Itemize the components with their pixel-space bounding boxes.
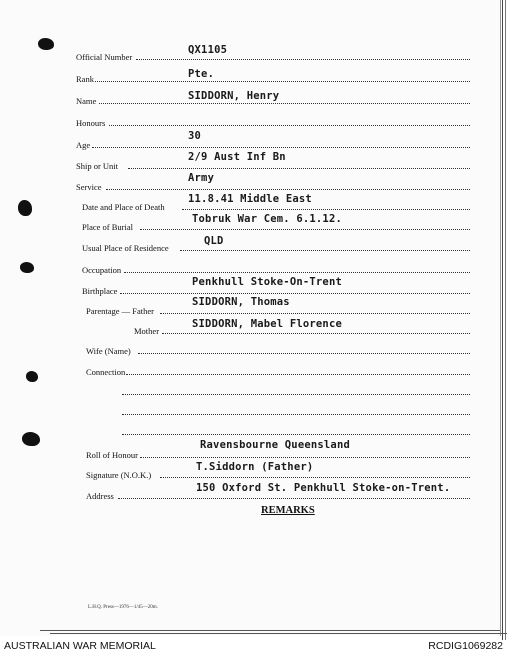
punch-hole xyxy=(22,432,40,446)
page-stack-line xyxy=(50,633,507,634)
dotted-line xyxy=(99,103,470,104)
dotted-line xyxy=(122,434,470,435)
mother-label: Mother xyxy=(134,326,160,336)
occupation-label: Occupation xyxy=(82,265,122,275)
service-label: Service xyxy=(76,182,102,192)
dotted-line xyxy=(160,313,470,314)
address-value: 150 Oxford St. Penkhull Stoke-on-Trent. xyxy=(196,482,451,494)
dotted-line xyxy=(109,125,470,126)
dotted-line xyxy=(122,394,470,395)
punch-hole xyxy=(20,262,34,273)
dotted-line xyxy=(106,189,470,190)
connection-label: Connection xyxy=(86,367,126,377)
age-label: Age xyxy=(76,140,91,150)
page-stack-line xyxy=(40,630,500,631)
dotted-line xyxy=(162,333,470,334)
signature-nok-label: Signature (N.O.K.) xyxy=(86,470,152,480)
place-of-burial-label: Place of Burial xyxy=(82,222,133,232)
dotted-line xyxy=(140,229,470,230)
age-value: 30 xyxy=(188,130,202,142)
name-label: Name xyxy=(76,96,97,106)
rank-label: Rank xyxy=(76,74,94,84)
dotted-line xyxy=(128,168,470,169)
dotted-line xyxy=(120,293,470,294)
page-edge xyxy=(502,0,503,640)
dotted-line xyxy=(180,250,470,251)
honours-label: Honours xyxy=(76,118,106,128)
father-value: SIDDORN, Thomas xyxy=(192,296,290,308)
footer-institution: AUSTRALIAN WAR MEMORIAL xyxy=(4,640,156,652)
birthplace-value: Penkhull Stoke-On-Trent xyxy=(192,276,342,288)
residence-label: Usual Place of Residence xyxy=(82,243,169,253)
date-place-death-value: 11.8.41 Middle East xyxy=(188,193,312,205)
dotted-line xyxy=(160,477,470,478)
dotted-line xyxy=(138,353,470,354)
birthplace-label: Birthplace xyxy=(82,286,118,296)
dotted-line xyxy=(92,147,470,148)
press-mark: L.H.Q. Press—1976—1/45—20m. xyxy=(88,605,158,610)
punch-hole xyxy=(18,200,32,216)
place-of-burial-value: Tobruk War Cem. 6.1.12. xyxy=(192,213,342,225)
father-label: Parentage — Father xyxy=(86,306,154,316)
ship-or-unit-label: Ship or Unit xyxy=(76,161,119,171)
dotted-line xyxy=(124,272,470,273)
rank-value: Pte. xyxy=(188,68,215,80)
dotted-line xyxy=(122,414,470,415)
footer-catalogue-id: RCDIG1069282 xyxy=(428,640,503,652)
official-number-label: Official Number xyxy=(76,52,133,62)
signature-nok-value: T.Siddorn (Father) xyxy=(196,461,314,473)
roll-of-honour-label: Roll of Honour xyxy=(86,450,138,460)
official-number-value: QX1105 xyxy=(188,44,228,56)
remarks-heading: REMARKS xyxy=(261,505,315,516)
dotted-line xyxy=(182,209,470,210)
ship-or-unit-value: 2/9 Aust Inf Bn xyxy=(188,151,286,163)
name-value: SIDDORN, Henry xyxy=(188,90,280,102)
residence-value: QLD xyxy=(204,235,224,247)
address-label: Address xyxy=(86,491,114,501)
mother-value: SIDDORN, Mabel Florence xyxy=(192,318,342,330)
punch-hole xyxy=(26,371,38,382)
roll-of-honour-value: Ravensbourne Queensland xyxy=(200,439,350,451)
dotted-line xyxy=(126,374,470,375)
dotted-line xyxy=(140,457,470,458)
date-place-death-label: Date and Place of Death xyxy=(82,202,165,212)
dotted-line xyxy=(136,59,470,60)
dotted-line xyxy=(95,81,470,82)
service-value: Army xyxy=(188,172,215,184)
wife-label: Wife (Name) xyxy=(86,346,131,356)
page-edge xyxy=(505,0,506,640)
dotted-line xyxy=(118,498,470,499)
punch-hole xyxy=(38,38,54,50)
